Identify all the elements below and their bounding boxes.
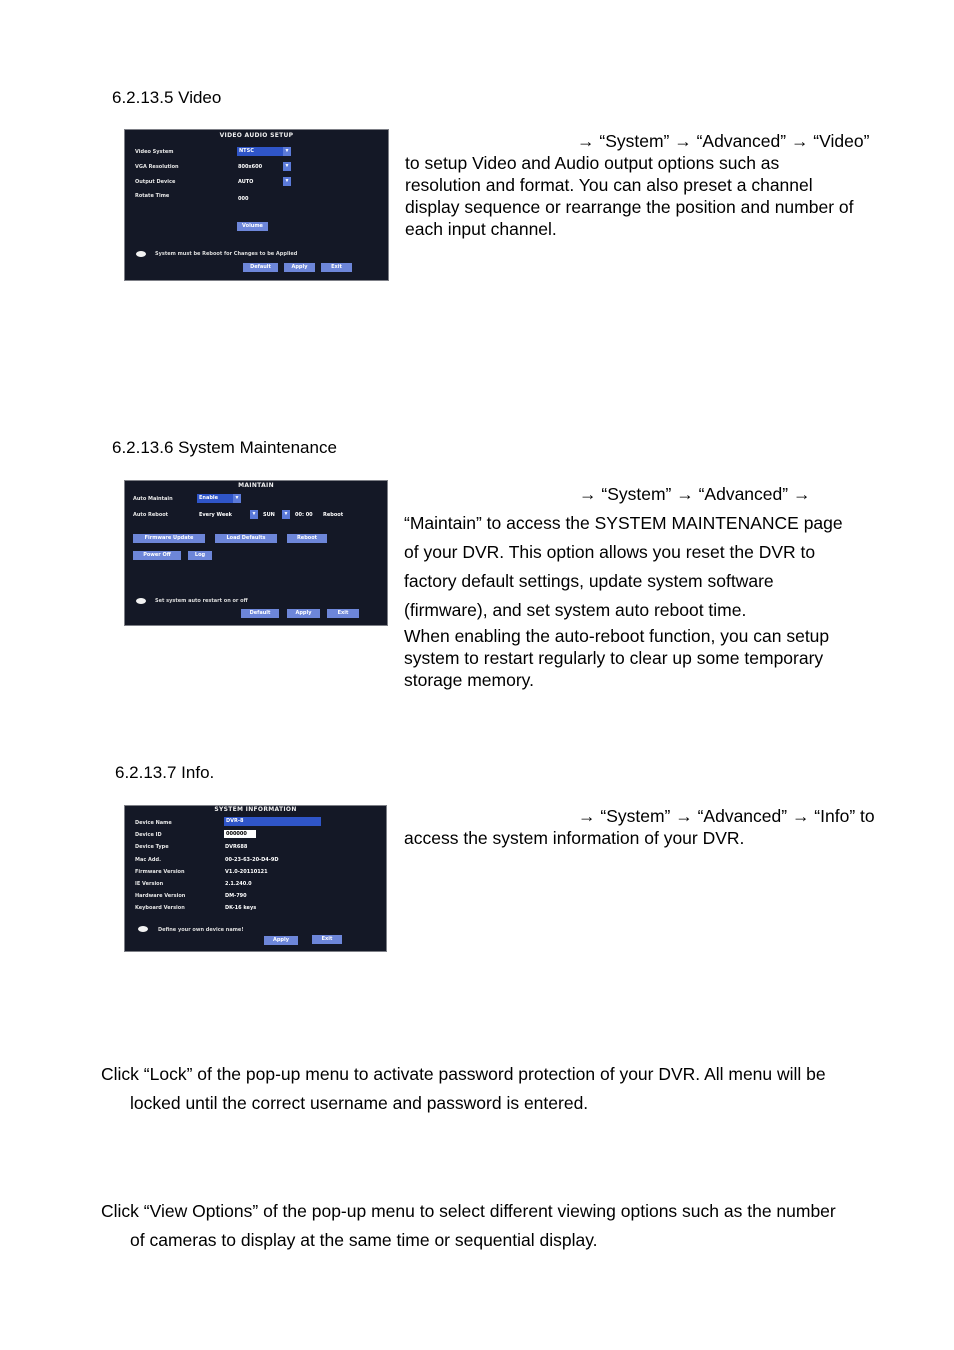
auto-reboot-suffix: Reboot <box>323 512 344 518</box>
label-keyboard-version: Keyboard Version <box>135 905 185 911</box>
power-off-button[interactable]: Power Off <box>133 551 181 560</box>
screen-note: System must be Reboot for Changes to be Applied <box>155 251 298 257</box>
lock-paragraph <box>101 1060 921 1118</box>
menu-path: → “System” → “Advanced” → <box>579 484 811 504</box>
maintain-screenshot <box>124 480 388 626</box>
mac-address-value: 00-23-63-20-D4-9D <box>225 857 279 863</box>
device-name-input[interactable]: DVR-8 <box>224 817 321 826</box>
label-device-name: Device Name <box>135 820 172 826</box>
label-ie-version: IE Version <box>135 881 164 887</box>
device-id-input[interactable]: 000000 <box>224 830 256 838</box>
auto-maintain-select[interactable]: Enable <box>197 494 233 503</box>
label-mac-address: Mac Add. <box>135 857 161 863</box>
body-line: When enabling the auto-reboot function, you can setup <box>404 626 830 646</box>
hardware-version-value: DM-790 <box>225 893 247 899</box>
body-line: “Maintain” to access the SYSTEM MAINTENANCE page <box>404 513 843 533</box>
chevron-down-icon[interactable]: ▼ <box>283 511 289 517</box>
section-body-maintenance-extra <box>404 625 904 691</box>
section-body-video <box>405 130 905 240</box>
exit-button[interactable]: Exit <box>321 263 352 272</box>
body-line: of your DVR. This option allows you reset the DVR to <box>404 542 816 562</box>
vga-resolution-select[interactable]: 800x600 <box>238 164 263 170</box>
default-button[interactable]: Default <box>241 609 279 618</box>
auto-reboot-time[interactable]: 00: 00 <box>295 512 313 518</box>
video-system-select[interactable]: NTSC <box>237 147 283 156</box>
body-line: locked until the correct username and password is entered. <box>130 1093 589 1113</box>
section-body-maintenance <box>404 480 904 625</box>
section-body-info <box>404 805 904 849</box>
keyboard-version-value: DK-16 keys <box>225 905 257 911</box>
label-rotate-time: Rotate Time <box>135 193 170 199</box>
section-heading-video: 6.2.13.5 Video <box>112 88 222 107</box>
label-auto-maintain: Auto Maintain <box>133 496 173 502</box>
device-type-value: DVR688 <box>225 844 248 850</box>
video-audio-setup-screenshot <box>124 129 389 281</box>
section-heading-maintenance: 6.2.13.6 System Maintenance <box>112 438 337 457</box>
system-information-screenshot <box>124 805 387 952</box>
ie-version-value: 2.1.240.0 <box>225 881 252 887</box>
auto-reboot-day[interactable]: SUN <box>263 512 275 518</box>
reboot-button[interactable]: Reboot <box>287 534 327 543</box>
screen-note: Define your own device name! <box>158 927 244 933</box>
section-heading-info: 6.2.13.7 Info. <box>115 763 215 782</box>
label-vga-resolution: VGA Resolution <box>135 164 179 170</box>
chevron-down-icon[interactable]: ▼ <box>251 511 257 517</box>
auto-reboot-frequency[interactable]: Every Week <box>199 512 232 518</box>
body-line: (firmware), and set system auto reboot time. <box>404 600 747 620</box>
label-device-type: Device Type <box>135 844 169 850</box>
label-video-system: Video System <box>135 149 174 155</box>
firmware-update-button[interactable]: Firmware Update <box>133 534 205 543</box>
apply-button[interactable]: Apply <box>264 936 298 945</box>
label-hardware-version: Hardware Version <box>135 893 186 899</box>
volume-button[interactable]: Volume <box>237 222 268 231</box>
label-device-id: Device ID <box>135 832 162 838</box>
label-output-device: Output Device <box>135 179 176 185</box>
chevron-down-icon[interactable]: ▼ <box>284 148 290 154</box>
chevron-down-icon[interactable]: ▼ <box>234 495 240 501</box>
body-line: factory default settings, update system software <box>404 571 774 591</box>
screen-note: Set system auto restart on or off <box>155 598 248 604</box>
load-defaults-button[interactable]: Load Defaults <box>215 534 277 543</box>
body-line: to setup Video and Audio output options such as <box>405 153 780 173</box>
body-line: storage memory. <box>404 670 534 690</box>
info-bubble-icon <box>136 598 146 604</box>
body-line: display sequence or rearrange the position and number of <box>405 197 854 217</box>
body-line: Click “Lock” of the pop-up menu to activate password protection of your DVR. All menu will be <box>101 1064 826 1084</box>
body-line: each input channel. <box>405 219 557 239</box>
screen-title: VIDEO AUDIO SETUP <box>219 132 294 139</box>
body-line: Click “View Options” of the pop-up menu to select different viewing options such as the number <box>101 1201 836 1221</box>
body-line: access the system information of your DVR. <box>404 828 745 848</box>
menu-path: → “System” → “Advanced” → “Info” to <box>578 806 875 826</box>
apply-button[interactable]: Apply <box>284 263 315 272</box>
body-line: of cameras to display at the same time or sequential display. <box>130 1230 598 1250</box>
log-button[interactable]: Log <box>188 551 212 560</box>
label-auto-reboot: Auto Reboot <box>133 512 169 518</box>
view-options-paragraph <box>101 1197 921 1255</box>
chevron-down-icon[interactable]: ▼ <box>284 163 290 169</box>
info-bubble-icon <box>138 926 148 932</box>
body-line: resolution and format. You can also preset a channel <box>405 175 813 195</box>
exit-button[interactable]: Exit <box>312 935 342 944</box>
screen-title: SYSTEM INFORMATION <box>214 806 297 813</box>
output-device-select[interactable]: AUTO <box>238 179 254 185</box>
info-bubble-icon <box>136 251 146 257</box>
chevron-down-icon[interactable]: ▼ <box>284 178 290 184</box>
default-button[interactable]: Default <box>243 263 278 272</box>
screen-title: MAINTAIN <box>238 482 274 489</box>
exit-button[interactable]: Exit <box>327 609 359 618</box>
label-firmware-version: Firmware Version <box>135 869 185 875</box>
body-line: system to restart regularly to clear up some temporary <box>404 648 824 668</box>
rotate-time-input[interactable]: 000 <box>238 196 249 202</box>
apply-button[interactable]: Apply <box>287 609 320 618</box>
firmware-version-value: V1.0-20110121 <box>225 869 268 875</box>
menu-path: → “System” → “Advanced” → “Video” <box>577 131 870 151</box>
